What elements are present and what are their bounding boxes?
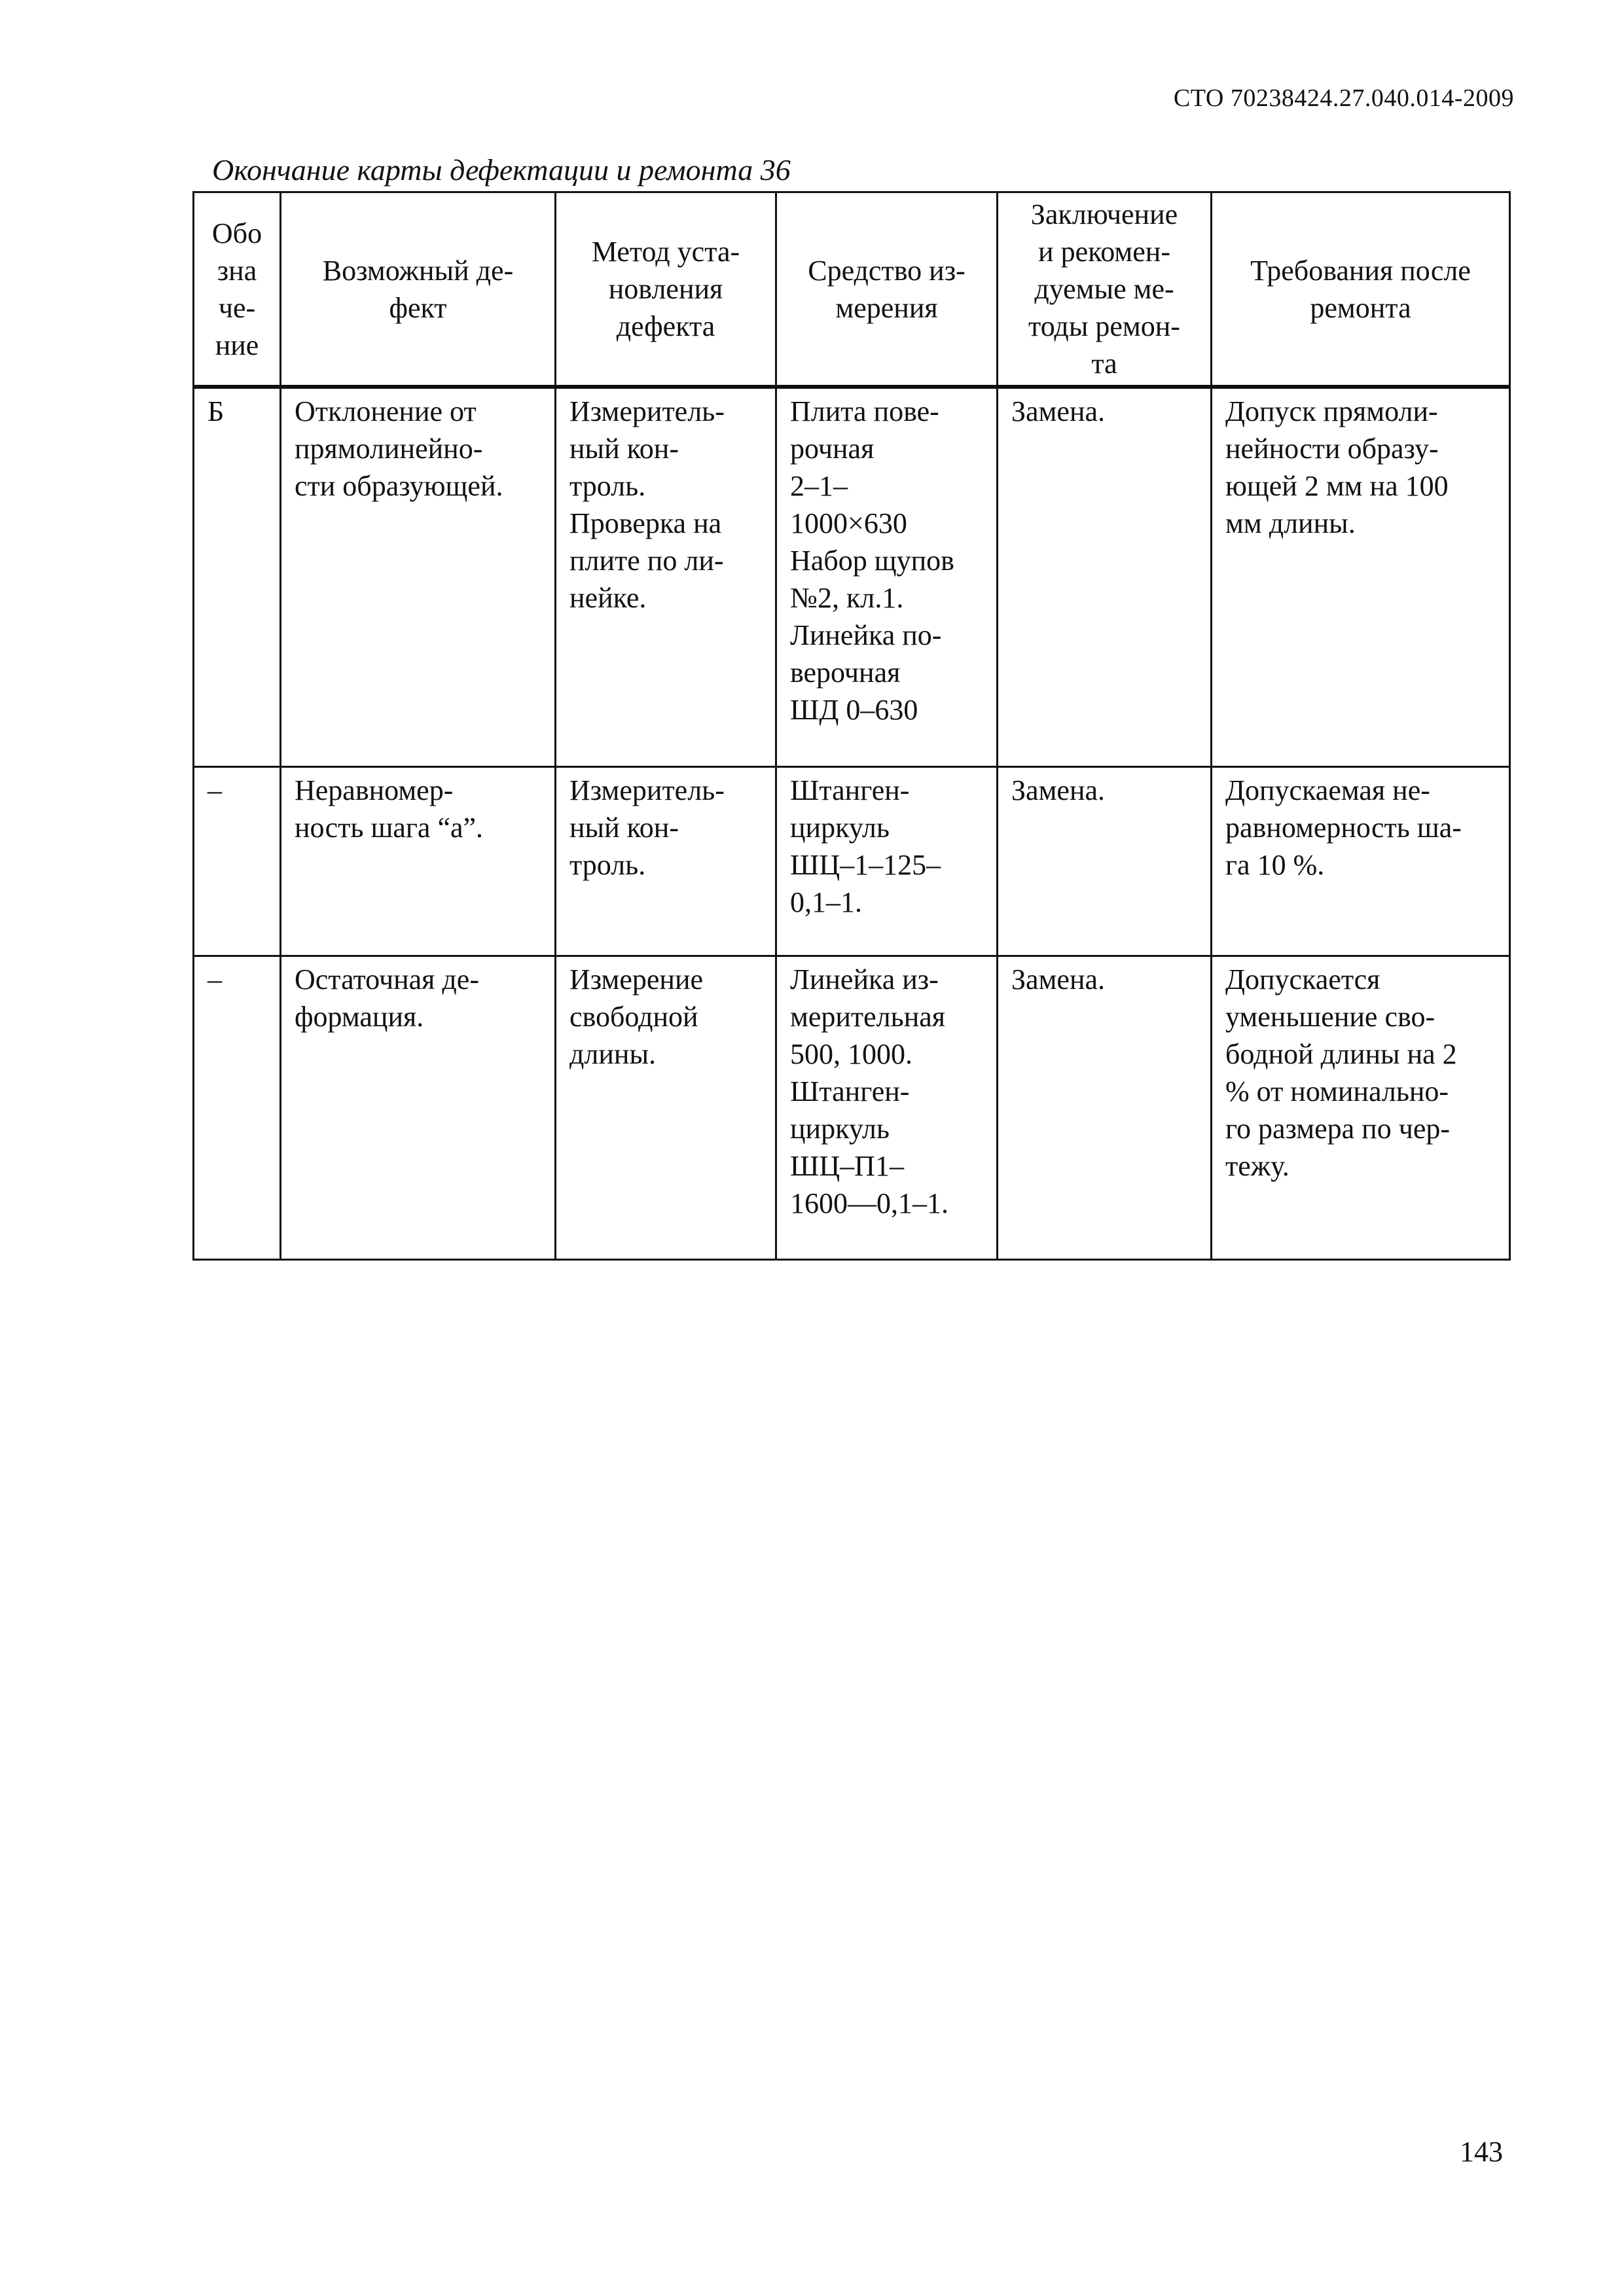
cell-defect	[281, 387, 556, 767]
cell-instrument	[776, 767, 998, 956]
cell-conclusion	[998, 956, 1212, 1260]
table-header-row	[194, 192, 1510, 387]
cell-text-line: Замена.	[1011, 774, 1106, 806]
cell-text-line: га 10 %.	[1225, 849, 1325, 881]
cell-requirements	[1212, 767, 1510, 956]
cell-text-line: –	[208, 963, 222, 996]
cell-text-line: свободной	[569, 1001, 698, 1033]
cell-text-line: ность шага “а”.	[295, 812, 484, 844]
column-header-method	[556, 192, 776, 387]
cell-text-line: уменьшение сво-	[1225, 1001, 1435, 1033]
cell-text-line: дуемые ме-	[1034, 273, 1174, 305]
cell-text-line: Б	[208, 395, 225, 427]
document-code: СТО 70238424.27.040.014-2009	[1173, 84, 1514, 112]
cell-requirements	[1212, 387, 1510, 767]
cell-text-line: и рекомен-	[1038, 236, 1170, 268]
cell-text-line: №2, кл.1.	[790, 582, 904, 614]
cell-text-line: фект	[389, 291, 447, 324]
cell-text-line: Средство из-	[808, 254, 965, 287]
cell-text-line: тежу.	[1225, 1150, 1290, 1182]
cell-text-line: мерения	[835, 291, 938, 324]
cell-instrument	[776, 387, 998, 767]
cell-text-line: Возможный де-	[322, 254, 514, 287]
cell-text-line: троль.	[569, 470, 646, 502]
cell-conclusion	[998, 387, 1212, 767]
cell-defect	[281, 956, 556, 1260]
cell-text-line: Допускаемая не-	[1225, 774, 1430, 806]
cell-text-line: 0,1–1.	[790, 886, 862, 918]
cell-text-line: 2–1–	[790, 470, 848, 502]
cell-text-line: Линейка из-	[790, 963, 939, 996]
cell-text-line: прямолинейно-	[295, 433, 483, 465]
cell-text-line: Плита пове-	[790, 395, 939, 427]
cell-text-line: Линейка по-	[790, 619, 942, 651]
column-header-instrument	[776, 192, 998, 387]
cell-text-line: ШЦ–1–125–	[790, 849, 941, 881]
cell-text-line: равномерность ша-	[1225, 812, 1462, 844]
cell-text-line: та	[1091, 348, 1117, 380]
table-row	[194, 956, 1510, 1260]
cell-text-line: –	[208, 774, 222, 806]
cell-text-line: Неравномер-	[295, 774, 454, 806]
cell-text-line: Требования после	[1250, 254, 1471, 287]
cell-text-line: дефекта	[616, 310, 715, 342]
cell-method	[556, 767, 776, 956]
page-number: 143	[1460, 2136, 1503, 2168]
cell-text-line: Метод уста-	[591, 236, 740, 268]
cell-text-line: Проверка на	[569, 507, 722, 539]
table-caption: Окончание карты дефектации и ремонта 36	[212, 153, 791, 187]
cell-text-line: ющей 2 мм на 100	[1225, 470, 1449, 502]
cell-text-line: мм длины.	[1225, 507, 1356, 539]
table-row	[194, 387, 1510, 767]
cell-text-line: Допуск прямоли-	[1225, 395, 1438, 427]
cell-text-line: Допускается	[1225, 963, 1380, 996]
cell-text-line: верочная	[790, 656, 901, 689]
cell-text-line: ный кон-	[569, 433, 679, 465]
table-row	[194, 767, 1510, 956]
cell-text-line: рочная	[790, 433, 875, 465]
cell-text-line: че-	[218, 291, 256, 324]
cell-text-line: Обо	[211, 217, 262, 249]
cell-text-line: 500, 1000.	[790, 1038, 912, 1070]
cell-text-line: циркуль	[790, 812, 890, 844]
cell-text-line: Заключение	[1030, 198, 1178, 230]
cell-text-line: нейке.	[569, 582, 647, 614]
cell-text-line: Отклонение от	[295, 395, 477, 427]
column-header-conclusion	[998, 192, 1212, 387]
cell-text-line: ремонта	[1310, 291, 1411, 324]
cell-text-line: Штанген-	[790, 1075, 910, 1107]
cell-text-line: зна	[217, 254, 257, 287]
column-header-designation	[194, 192, 281, 387]
cell-text-line: Остаточная де-	[295, 963, 479, 996]
cell-text-line: Замена.	[1011, 395, 1106, 427]
cell-text-line: ШД 0–630	[790, 694, 918, 726]
cell-instrument	[776, 956, 998, 1260]
cell-text-line: мерительная	[790, 1001, 946, 1033]
cell-text-line: ние	[215, 329, 259, 361]
cell-text-line: Измеритель-	[569, 395, 725, 427]
defect-repair-table	[192, 191, 1511, 1261]
cell-text-line: Замена.	[1011, 963, 1106, 996]
cell-text-line: троль.	[569, 849, 646, 881]
cell-text-line: Измеритель-	[569, 774, 725, 806]
cell-defect	[281, 767, 556, 956]
cell-text-line: тоды ремон-	[1028, 310, 1180, 342]
cell-text-line: % от номинально-	[1225, 1075, 1449, 1107]
column-header-defect	[281, 192, 556, 387]
cell-text-line: Штанген-	[790, 774, 910, 806]
cell-conclusion	[998, 767, 1212, 956]
cell-designation	[194, 387, 281, 767]
cell-text-line: сти образующей.	[295, 470, 503, 502]
cell-designation	[194, 956, 281, 1260]
cell-text-line: 1000×630	[790, 507, 907, 539]
cell-text-line: формация.	[295, 1001, 424, 1033]
cell-text-line: Измерение	[569, 963, 704, 996]
cell-requirements	[1212, 956, 1510, 1260]
cell-text-line: ный кон-	[569, 812, 679, 844]
cell-designation	[194, 767, 281, 956]
cell-text-line: го размера по чер-	[1225, 1113, 1450, 1145]
cell-text-line: длины.	[569, 1038, 656, 1070]
cell-text-line: новления	[608, 273, 723, 305]
cell-text-line: 1600—0,1–1.	[790, 1187, 948, 1219]
cell-text-line: Набор щупов	[790, 545, 954, 577]
cell-text-line: ШЦ–П1–	[790, 1150, 904, 1182]
cell-text-line: нейности образу-	[1225, 433, 1439, 465]
cell-text-line: циркуль	[790, 1113, 890, 1145]
cell-method	[556, 387, 776, 767]
cell-text-line: плите по ли-	[569, 545, 724, 577]
column-header-requirements	[1212, 192, 1510, 387]
cell-method	[556, 956, 776, 1260]
cell-text-line: бодной длины на 2	[1225, 1038, 1457, 1070]
